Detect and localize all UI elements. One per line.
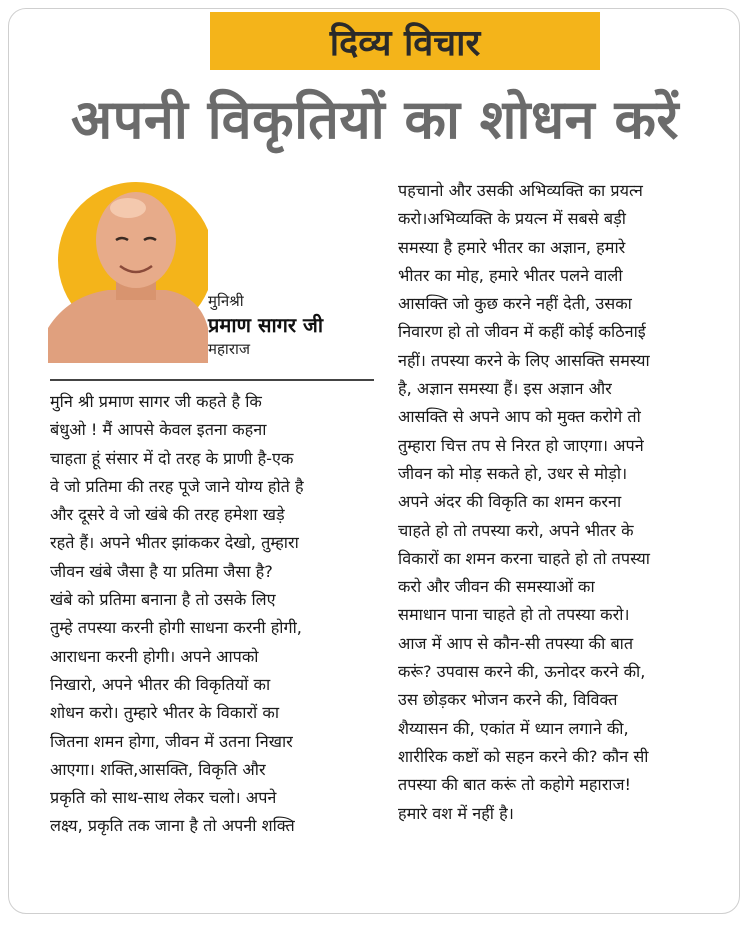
section-banner <box>210 12 600 70</box>
article-headline: अपनी विकृतियों का शोधन करें <box>70 88 680 151</box>
byline-divider <box>50 379 374 381</box>
article-column-left: मुनि श्री प्रमाण सागर जी कहते है कि बंधुओ ! मैं आपसे केवल इतना कहना चाहता हूं संसार में दो तरह के प्राणी है-एक वे जो प्रतिमा की तरह पूजे जाने योग्य होते है और दूसरे वे जो खंबे की तरह हमेशा खड़े रहते हैं। अपने भीतर झांककर देखो, तुम्हारा जीवन खंबे जैसा है या प्रतिमा जैसा है? खंबे को प्रतिमा बनाना है तो उसके लिए तुम्हे तपस्या करनी होगी साधना करनी होगी, आराधना करनी होगी। अपने आपको निखारो, अपने भीतर की विकृतियों का शोधन करो। तुम्हारे भीतर के विकारों का जितना शमन होगा, जीवन में उतना निखार आएगा। शक्ति,आसक्ति, विकृति और प्रकृति को साथ-साथ लेकर चलो। अपने लक्ष्य, प्रकृति तक जाना है तो अपनी शक्ति <box>50 392 304 836</box>
author-name: प्रमाण सागर जी <box>208 313 324 337</box>
author-suffix: महाराज <box>208 340 250 358</box>
author-prefix: मुनिश्री <box>208 292 244 310</box>
author-portrait <box>48 178 208 363</box>
author-byline <box>208 290 373 360</box>
section-title: दिव्य विचार <box>329 22 481 64</box>
article-column-right: पहचानो और उसकी अभिव्यक्ति का प्रयत्न करो।अभिव्यक्ति के प्रयत्न में सबसे बड़ी समस्या है हमारे भीतर का अज्ञान, हमारे भीतर का मोह, हमारे भीतर पलने वाली आसक्ति जो कुछ करने नहीं देती, उसका निवारण हो तो जीवन में कहीं कोई कठिनाई नहीं। तपस्या करने के लिए आसक्ति समस्या है, अज्ञान समस्या हैं। इस अज्ञान और आसक्ति से अपने आप को मुक्त करोगे तो तुम्हारा चित्त तप से निरत हो जाएगा। अपने जीवन को मोड़ सकते हो, उधर से मोड़ो। अपने अंदर की विकृति का शमन करना चाहते हो तो तपस्या करो, अपने भीतर के विकारों का शमन करना चाहते हो तो तपस्या करो और जीवन की समस्याओं का समाधान पाना चाहते हो तो तपस्या करो। आज में आप से कौन-सी तपस्या की बात करूं? उपवास करने की, ऊनोदर करने की, उस छोड़कर भोजन करने की, विविक्त शैय्यासन की, एकांत में ध्यान लगाने की, शारीरिक कष्टों को सहन करने की? कौन सी तपस्या की बात करूं तो कहोगे महाराज! हमारे वश में नहीं है। <box>398 181 650 823</box>
portrait-head-shine <box>110 198 146 218</box>
